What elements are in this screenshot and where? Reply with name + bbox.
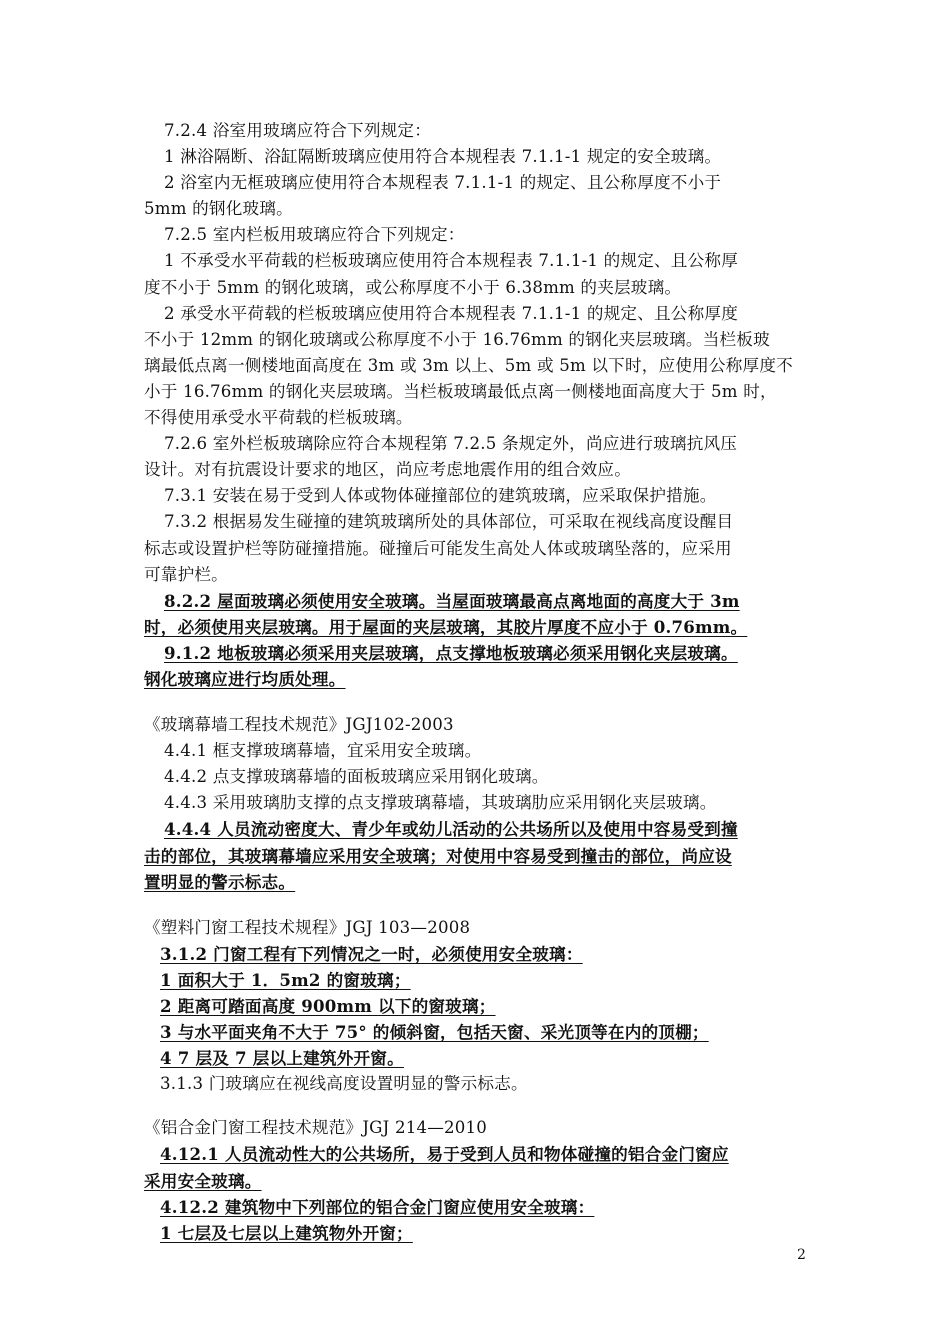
clause-4-4-4-cont: 置明显的警示标志。 [144,871,296,892]
clause-7-2-5-item-2-cont: 不小于 12mm 的钢化玻璃或公称厚度不小于 16.76mm 的钢化夹层玻璃。当栏板玻 [144,329,770,349]
clause-7-3-1: 7.3.1 安装在易于受到人体或物体碰撞部位的建筑玻璃，应采取保护措施。 [164,486,717,506]
clause-4-12-2: 4.12.2 建筑物中下列部位的铝合金门窗应使用安全玻璃： [160,1196,595,1217]
clause-7-2-5-item-1: 1 不承受水平荷载的栏板玻璃应使用符合本规程表 7.1.1-1 的规定、且公称厚 [164,251,738,271]
clause-7-2-4-item-1: 1 淋浴隔断、浴缸隔断玻璃应使用符合本规程表 7.1.1-1 规定的安全玻璃。 [164,147,722,167]
clause-4-4-1: 4.4.1 框支撑玻璃幕墙，宜采用安全玻璃。 [164,741,482,761]
clause-7-2-6-cont: 设计。对有抗震设计要求的地区，尚应考虑地震作用的组合效应。 [144,460,632,480]
document-body [144,118,812,1246]
clause-7-2-4-item-2: 2 浴室内无框玻璃应使用符合本规程表 7.1.1-1 的规定、且公称厚度不小于 [164,173,722,193]
clause-7-2-4-item-2-cont: 5mm 的钢化玻璃。 [144,199,293,219]
clause-9-1-2-cont: 钢化玻璃应进行均质处理。 [144,668,346,689]
clause-7-3-2-cont: 可靠护栏。 [144,564,228,584]
clause-3-1-2: 3.1.2 门窗工程有下列情况之一时，必须使用安全玻璃： [160,943,583,964]
clause-3-1-2-item-4: 4 7 层及 7 层以上建筑外开窗。 [160,1048,404,1069]
clause-3-1-2-item-2: 2 距离可踏面高度 900mm 以下的窗玻璃； [160,996,496,1016]
clause-4-4-3: 4.4.3 采用玻璃肋支撑的点支撑玻璃幕墙，其玻璃肋应采用钢化夹层玻璃。 [164,793,717,813]
clause-4-12-1: 4.12.1 人员流动性大的公共场所，易于受到人员和物体碰撞的铝合金门窗应 [160,1144,729,1165]
clause-7-2-5-item-2-cont: 璃最低点离一侧楼地面高度在 3m 或 3m 以上、5m 或 5m 以下时，应使用公称厚度不 [144,355,793,375]
clause-7-3-2-cont: 标志或设置护栏等防碰撞措施。碰撞后可能发生高处人体或玻璃坠落的，应采用 [144,538,732,558]
clause-7-2-5-item-2: 2 承受水平荷载的栏板玻璃应使用符合本规程表 7.1.1-1 的规定、且公称厚度 [164,303,738,323]
page-number: 2 [797,1247,806,1263]
clause-7-3-2: 7.3.2 根据易发生碰撞的建筑玻璃所处的具体部位，可采取在视线高度设醒目 [164,512,734,532]
clause-4-4-2: 4.4.2 点支撑玻璃幕墙的面板玻璃应采用钢化玻璃。 [164,767,549,787]
clause-3-1-3: 3.1.3 门玻璃应在视线高度设置明显的警示标志。 [160,1074,528,1094]
clause-4-12-2-item-1: 1 七层及七层以上建筑物外开窗； [160,1222,413,1243]
jgj103-title: 《塑料门窗工程技术规程》JGJ 103—2008 [144,917,471,937]
clause-7-2-5-item-2-cont: 小于 16.76mm 的钢化夹层玻璃。当栏板玻璃最低点离一侧楼地面高度大于 5m 时， [144,381,777,401]
clause-7-2-6: 7.2.6 室外栏板玻璃除应符合本规程第 7.2.5 条规定外，尚应进行玻璃抗风压 [164,434,738,454]
clause-3-1-2-item-3: 3 与水平面夹角不大于 75° 的倾斜窗，包括天窗、采光顶等在内的顶棚； [160,1022,709,1043]
clause-9-1-2: 9.1.2 地板玻璃必须采用夹层玻璃，点支撑地板玻璃必须采用钢化夹层玻璃。 [164,642,738,663]
jgj102-title: 《玻璃幕墙工程技术规范》JGJ102-2003 [144,715,454,735]
clause-4-4-4-cont: 击的部位，其玻璃幕墙应采用安全玻璃；对使用中容易受到撞击的部位，尚应设 [144,845,732,866]
clause-7-2-4: 7.2.4 浴室用玻璃应符合下列规定： [164,121,432,140]
clause-7-2-5-item-1-cont: 度不小于 5mm 的钢化玻璃，或公称厚度不小于 6.38mm 的夹层玻璃。 [144,277,682,297]
clause-3-1-2-item-1: 1 面积大于 1．5m2 的窗玻璃； [160,969,411,990]
jgj214-title: 《铝合金门窗工程技术规范》JGJ 214—2010 [144,1118,488,1138]
clause-4-12-1-cont: 采用安全玻璃。 [144,1170,262,1191]
clause-8-2-2-cont: 时，必须使用夹层玻璃。用于屋面的夹层玻璃，其胶片厚度不应小于 0.76mm。 [144,616,748,637]
clause-8-2-2: 8.2.2 屋面玻璃必须使用安全玻璃。当屋面玻璃最高点离地面的高度大于 3m [164,590,740,611]
clause-4-4-4: 4.4.4 人员流动密度大、青少年或幼儿活动的公共场所以及使用中容易受到撞 [164,819,738,840]
clause-7-2-5-item-2-cont: 不得使用承受水平荷载的栏板玻璃。 [144,408,413,428]
clause-7-2-5: 7.2.5 室内栏板用玻璃应符合下列规定： [164,225,465,245]
